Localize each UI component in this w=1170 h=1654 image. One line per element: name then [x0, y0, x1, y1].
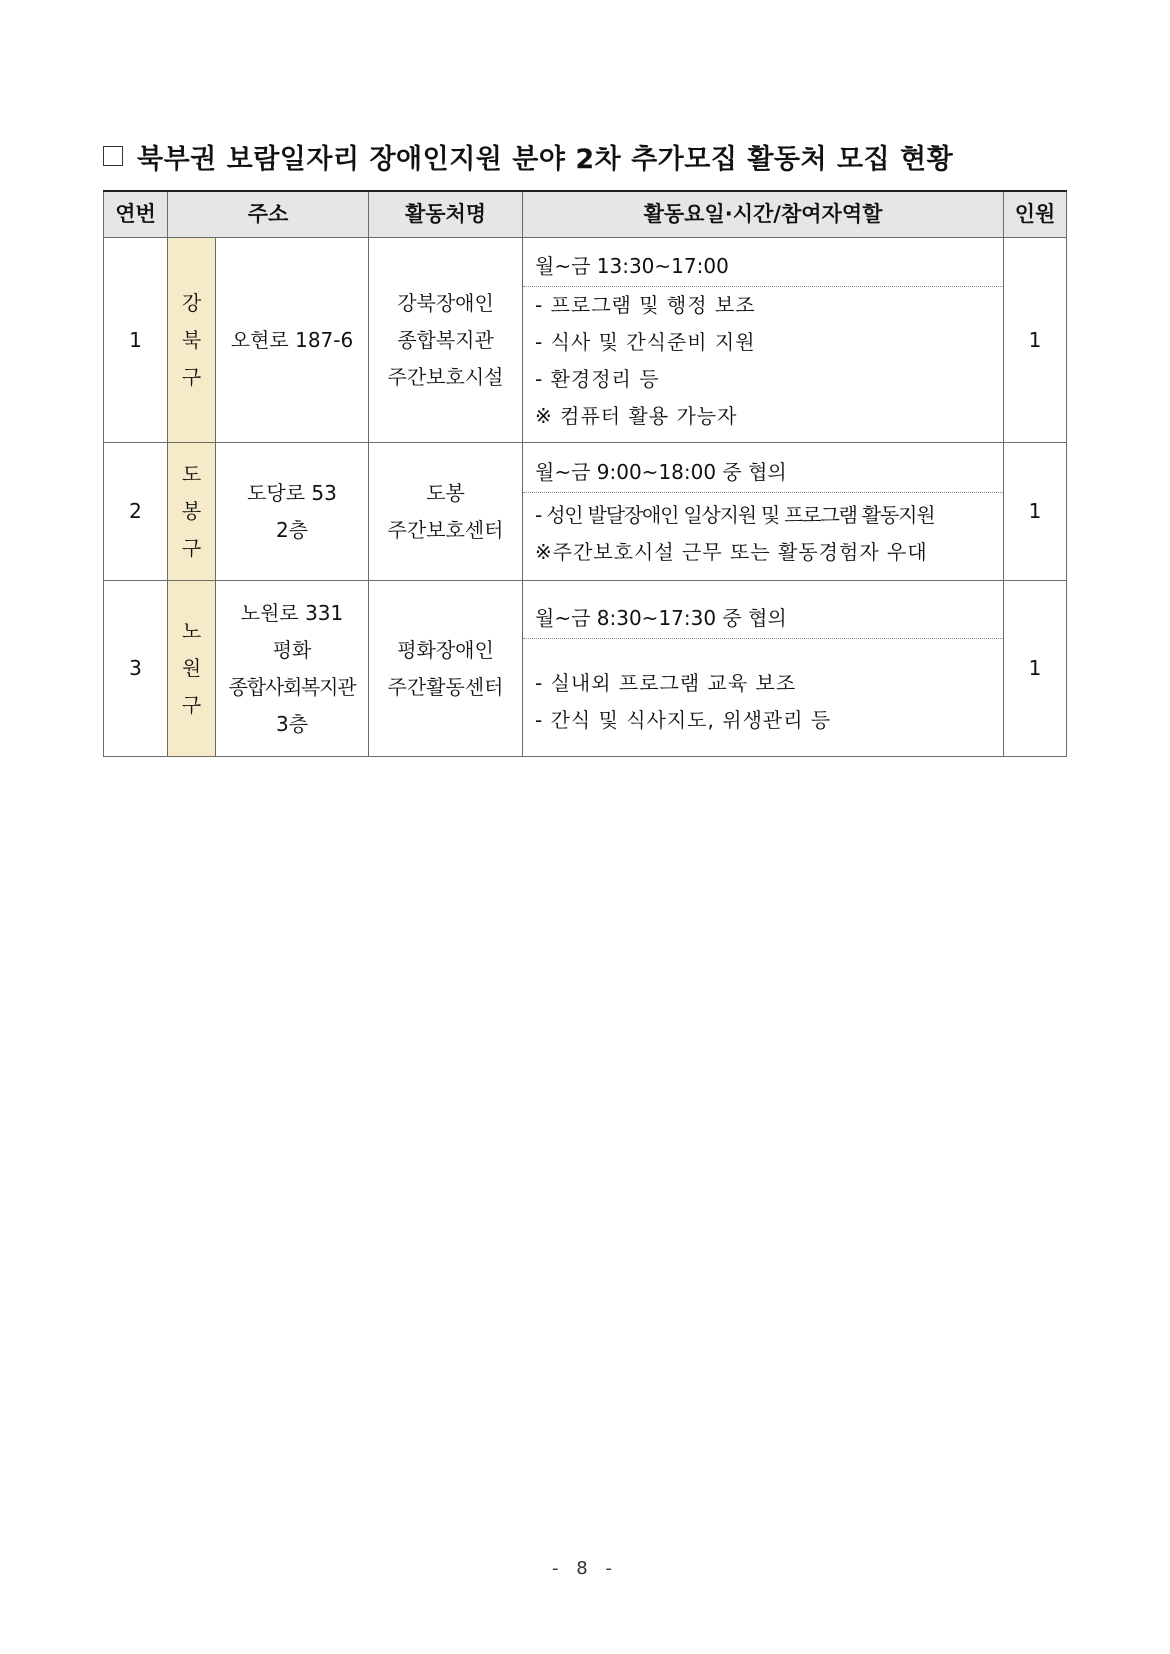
- row-no: 3: [104, 581, 168, 757]
- row-org: 도봉 주간보호센터: [369, 443, 523, 581]
- header-address: 주소: [168, 191, 369, 238]
- header-count: 인원: [1004, 191, 1067, 238]
- row-org: 평화장애인 주간활동센터: [369, 581, 523, 757]
- row-address: 도당로 53 2층: [216, 443, 369, 581]
- row-count: 1: [1004, 443, 1067, 581]
- table-row: [104, 581, 1067, 757]
- row-count: 1: [1004, 238, 1067, 443]
- row-roles: - 실내외 프로그램 교육 보조 - 간식 및 식사지도, 위생관리 등: [535, 671, 832, 732]
- header-schedule-role: 활동요일·시간/참여자역할: [523, 191, 1004, 238]
- row-schedule-role: [523, 581, 1004, 757]
- row-address: 노원로 331 평화 종합사회복지관 3층: [216, 581, 369, 757]
- row-gu: 노 원 구: [168, 581, 216, 757]
- header-no: 연번: [104, 191, 168, 238]
- table-row: [104, 238, 1067, 443]
- row-roles: - 프로그램 및 행정 보조 - 식사 및 간식준비 지원 - 환경정리 등 ※ 컴퓨터 활용 가능자: [535, 292, 756, 428]
- row-gu: 도 봉 구: [168, 443, 216, 581]
- header-org: 활동처명: [369, 191, 523, 238]
- document-title: [103, 134, 953, 178]
- row-address: 오현로 187-6: [216, 238, 369, 443]
- row-org: 강북장애인 종합복지관 주간보호시설: [369, 238, 523, 443]
- row-gu: 강 북 구: [168, 238, 216, 443]
- row-schedule: 월~금 9:00~18:00 중 협의: [523, 452, 1003, 493]
- row-schedule-role: [523, 238, 1004, 443]
- row-no: 2: [104, 443, 168, 581]
- row-count: 1: [1004, 581, 1067, 757]
- document-title-text: 북부권 보람일자리 장애인지원 분야 2차 추가모집 활동처 모집 현황: [137, 143, 954, 175]
- checkbox-square-icon: [103, 146, 123, 166]
- row-roles: - 성인 발달장애인 일상지원 및 프로그램 활동지원 ※주간보호시설 근무 또는 활동경험자 우대: [535, 503, 935, 564]
- page-number: - 8 -: [552, 1558, 618, 1579]
- row-schedule-role: [523, 443, 1004, 581]
- table-row: [104, 443, 1067, 581]
- row-schedule: 월~금 8:30~17:30 중 협의: [523, 598, 1003, 639]
- row-no: 1: [104, 238, 168, 443]
- table-header-row: [104, 191, 1067, 238]
- row-schedule: 월~금 13:30~17:00: [523, 246, 1003, 287]
- recruitment-table: [103, 190, 1067, 757]
